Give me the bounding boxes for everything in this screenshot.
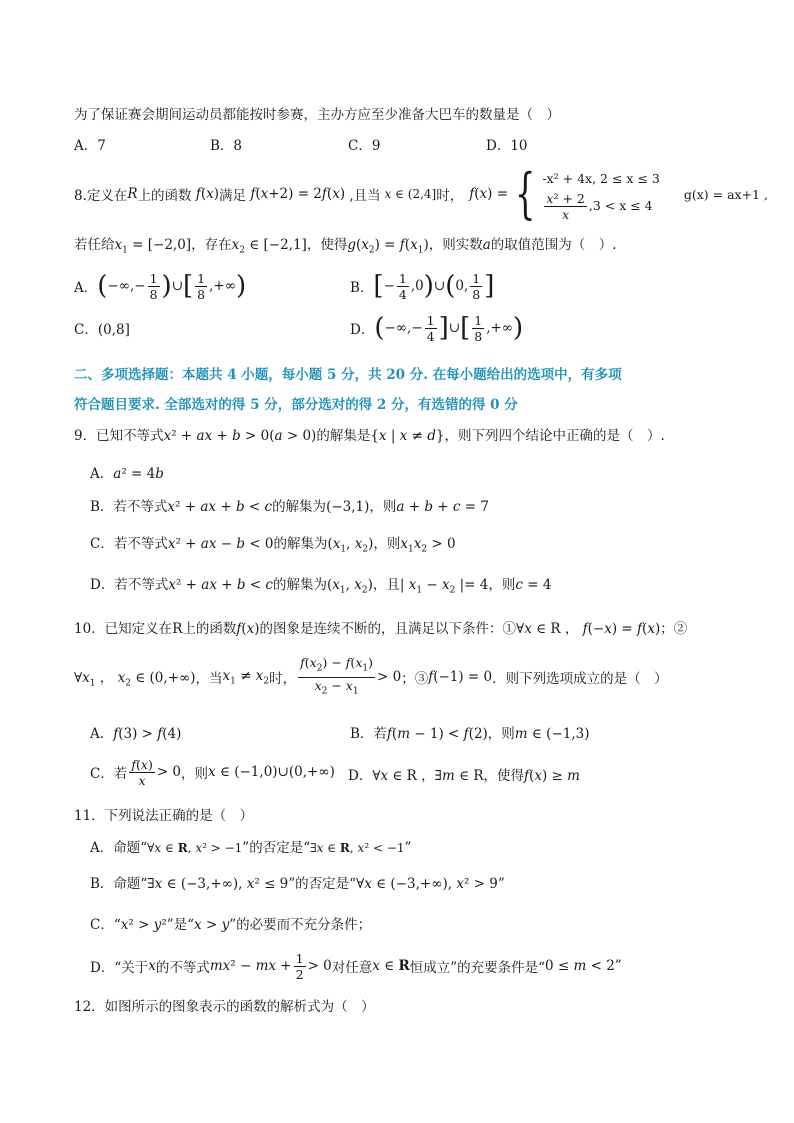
question-9-stem: 9．已知不等式x² + ax + b > 0(a > 0)的解集是{x | x ≠ d}，则下列四个结论中正确的是（ ）. [74, 428, 665, 444]
q8-option-b: B． [ − $\frac{1}{4}$ ,0 ) ∪ ( 0, $\frac{1}{8}$ ] [350, 270, 495, 302]
q10-option-a: A．f(3) > f(4) [90, 726, 182, 742]
q11-option-b: B．命题“∃x ∈ (−3,+∞), x² ≤ 9”的否定是“∀x ∈ (−3,+∞), x² > 9” [90, 876, 505, 892]
question-8-stem: 8.定义在 R 上的函数 f(x) 满足 f(x+2) = 2f(x) ,且当 x ∈ (2,4] 时， f(x) = { -x² + 4x, 2 ≤ x ≤ 3 $\frac{\text{x² + 2}}{x}$ ,3 < x ≤ 4 g(x) = ax+1 , [74, 162, 768, 225]
q7-option-c: C．9 [348, 138, 381, 154]
g-definition: g(x) = ax+1 , [683, 186, 768, 202]
q8-prefix: 8.定义在 [74, 188, 128, 204]
q7-option-d: D．10 [486, 138, 528, 154]
q9-option-c: C．若不等式x² + ax − b < 0的解集为($x_1$, $x_2$)，则$x_1x_2 > 0$ [90, 536, 456, 555]
section-heading-line-2: 符合题目要求. 全部选对的得 5 分，部分选对的得 2 分，有选错的得 0 分 [74, 397, 518, 413]
q11-option-d: D．“关于 x 的不等式 mx² − mx + $\frac{1}{2}$ > 0 对任意 x ∈ R 恒成立”的充要条件是“ 0 ≤ m < 2” [90, 950, 622, 982]
q8-text-c: ,且当 [349, 188, 381, 204]
piecewise-cases: -x² + 4x, 2 ≤ x ≤ 3 $\frac{\text{x² + 2}}{x}$ ,3 < x ≤ 4 [542, 167, 659, 222]
q9-option-d: D．若不等式x² + ax + b < c的解集为($x_1$, $x_2$)，且| $x_1 - x_2$ |= 4，则c = 4 [90, 577, 552, 596]
question-11-stem: 11．下列说法正确的是（ ） [74, 808, 254, 824]
q7-option-b: B．8 [210, 138, 243, 154]
piecewise-brace: { [514, 162, 536, 225]
q8-option-d: D． ( −∞,− $\frac{1}{4}$ ] ∪ [ $\frac{1}{8}$ ,+∞ ) [350, 312, 524, 344]
q8-line2-d: ，则实数 [428, 237, 483, 253]
q9-option-b: B．若不等式x² + ax + b < c的解集为(−3,1)，则a + b + c = 7 [90, 499, 489, 515]
question-10-stem: 10．已知定义在R上的函数f(x)的图象是连续不断的，且满足以下条件：①∀x ∈ R ， f(−x) = f(x)；② [74, 621, 688, 637]
q9-option-a: A．a² = 4b [90, 466, 164, 482]
q8-option-a: A． ( −∞,− $\frac{1}{8}$ ) ∪ [ $\frac{1}{8}$ ,+∞ ) [74, 270, 247, 302]
q8-line2-e: 的取值范围为（ ）. [490, 237, 617, 253]
q8-line2-c: ，使得 [306, 237, 348, 253]
piecewise-case-1: -x² + 4x, 2 ≤ x ≤ 3 [542, 170, 660, 186]
question-7-stem-end: 为了保证赛会期间运动员都能按时参赛，主办方应至少准备大巴车的数量是（ ） [74, 107, 560, 123]
q10-option-b: B．若f(m − 1) < f(2)，则m ∈ (−1,3) [350, 726, 590, 742]
question-8-condition: 若任给$x_1 = [-2,0]$，存在$x_2$ ∈ [−2,1]，使得$g(x_2) = f(x_1)$，则实数a的取值范围为（ ）. [74, 237, 617, 256]
piecewise-case-2-condition: ,3 < x ≤ 4 [588, 197, 653, 213]
q8-line2-a: 若任给 [74, 237, 115, 253]
question-12-stem: 12．如图所示的图象表示的函数的解析式为（ ） [74, 999, 375, 1015]
q10-option-c: C．若 $\frac{f(x)}{x}$ > 0 ，则 x ∈ (−1,0)∪(0,+∞) [90, 756, 335, 788]
q11-option-c: C．“x² > y²”是“x > y”的必要而不充分条件； [90, 917, 372, 933]
q8-line2-b: ，存在 [191, 237, 232, 253]
section-heading-line-1: 二、多项选择题：本题共 4 小题，每小题 5 分，共 20 分. 在每小题给出的选项中，有多项 [74, 367, 622, 383]
q8-text-b: 满足 [219, 188, 247, 204]
q8-text-a: 上的函数 [137, 188, 192, 204]
q10-option-d: D．∀x ∈ R ，∃m ∈ R，使得f(x) ≥ m [348, 768, 580, 784]
q11-option-a: A．命题“∀x ∈ R, x² > −1”的否定是“∃x ∈ R, x² < −1” [90, 840, 412, 856]
q8-text-d: 时， [436, 188, 464, 204]
q8-option-c: C．(0,8] [74, 322, 130, 338]
question-10-conditions: $\forall x_1$ ， $x_2$ ∈ (0,+∞) ，当 $x_1 \ne x_2$ 时， $\frac{f(x_2) - f(x_1)}{x_2 - x_1}$ > 0 ；③ f(−1) = 0 ．则下列选项成立的是（ ） [74, 655, 668, 696]
q7-option-a: A．7 [74, 138, 106, 154]
